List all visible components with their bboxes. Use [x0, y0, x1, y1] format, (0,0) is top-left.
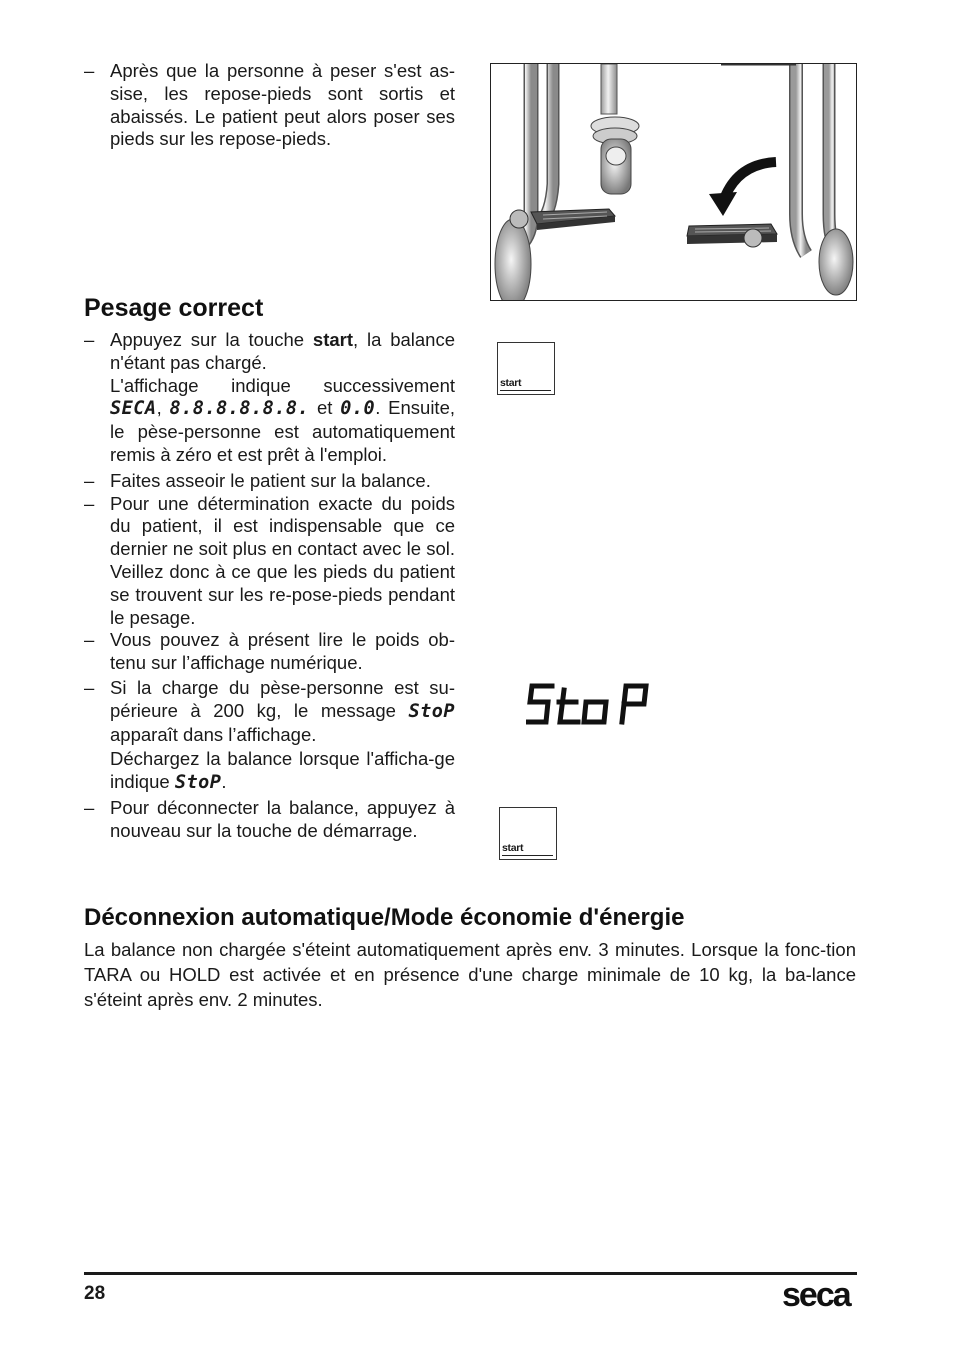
start-key	[497, 342, 555, 395]
key-underline	[502, 855, 553, 856]
list-item-text: Pour déconnecter la balance, appuyez à nouveau sur la touche de démarrage.	[110, 796, 455, 841]
bullet-dash: –	[84, 629, 95, 651]
text-segment: L'affichage indique successivement	[110, 374, 455, 396]
bullet-dash: –	[84, 676, 95, 698]
text-segment: ,	[156, 397, 170, 419]
start-key-reference: start	[312, 329, 354, 350]
lcd-stop: StoP	[408, 700, 455, 722]
pesage-steps	[84, 329, 455, 843]
bullet-dash: –	[84, 469, 95, 491]
footrest-illustration	[490, 63, 857, 301]
text-segment: . Ensuite, le pèse-personne est automatiquement remis à zéro et est prêt à l'emploi.	[110, 397, 455, 465]
page-number: 28	[84, 1283, 106, 1304]
list-item-text	[110, 748, 455, 795]
text-segment: Si la charge du pèse-personne est su-périeure à 200 kg, le message	[110, 676, 455, 721]
footer-rule	[84, 1272, 857, 1275]
text-segment: Déchargez la balance lorsque l'afficha-ge indique	[110, 748, 455, 793]
text-segment: , la balance n'étant pas chargé.	[110, 329, 455, 373]
list-item	[84, 470, 455, 493]
list-item	[84, 677, 455, 795]
footrest-instruction	[84, 60, 455, 151]
start-key	[499, 807, 557, 860]
footrest-drawing	[491, 64, 857, 301]
svg-text:seca: seca	[782, 1276, 850, 1312]
bullet-dash: –	[84, 329, 95, 350]
lcd-seca: SECA	[110, 398, 157, 420]
text-segment: Appuyez sur la touche	[110, 329, 313, 350]
list-item-text	[110, 677, 455, 746]
list-item	[84, 60, 455, 151]
bullet-dash: –	[84, 796, 95, 818]
list-item-text: Pour une détermination exacte du poids du patient, il est indispensable que ce dernier ne soit plus en contact avec le sol. Veillez donc à ce que les pieds du patient se trouvent sur les re-pose-pieds pendant le pesage.	[110, 492, 455, 628]
list-item	[84, 797, 455, 843]
list-item	[84, 629, 455, 675]
seca-logo	[782, 1276, 858, 1317]
list-item-text: Après que la personne à peser s'est as-sise, les repose-pieds sont sortis et abaissés. Le patient peut alors poser ses pieds sur les repose-pieds.	[110, 60, 455, 150]
section-heading-pesage: Pesage correct	[84, 294, 264, 322]
list-item	[84, 329, 455, 467]
list-item-text: Vous pouvez à présent lire le poids ob-tenu sur l’affichage numérique.	[110, 629, 455, 674]
stop-lcd-glyphs	[526, 680, 650, 730]
list-item-text	[110, 329, 455, 375]
text-segment: .	[221, 771, 227, 793]
text-segment: apparaît dans l’affichage.	[110, 723, 317, 745]
bullet-dash: –	[84, 60, 95, 81]
text-segment: et	[309, 397, 341, 419]
lcd-stop: StoP	[174, 772, 222, 794]
start-key-label: start	[502, 842, 524, 854]
list-item-text: Faites asseoir le patient sur la balance.	[110, 469, 431, 491]
lcd-test: 8.8.8.8.8.8.	[169, 398, 310, 420]
list-item	[84, 493, 455, 630]
lcd-zero: 0.0	[340, 398, 376, 420]
stop-display	[526, 680, 650, 735]
start-key-label: start	[500, 377, 522, 389]
section-heading-deconnexion: Déconnexion automatique/Mode économie d'énergie	[84, 904, 685, 931]
bullet-dash: –	[84, 492, 95, 514]
seca-logo-mark	[782, 1276, 858, 1312]
deconnexion-text: La balance non chargée s'éteint automatiquement après env. 3 minutes. Lorsque la fonc-tion TARA ou HOLD est activée et en présence d'une charge minimale de 10 kg, la ba-lance s'éteint après env. 2 minutes.	[84, 939, 856, 1010]
list-item-text	[110, 375, 455, 467]
key-underline	[500, 390, 551, 391]
